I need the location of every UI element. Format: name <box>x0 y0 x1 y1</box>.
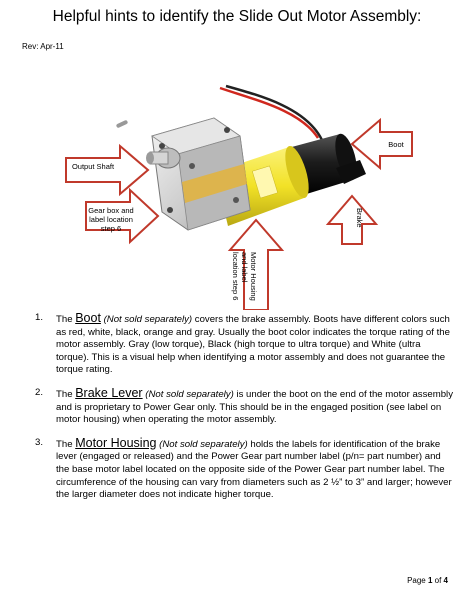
page-footer <box>407 576 448 585</box>
hint-number: 2. <box>35 386 44 398</box>
hint-term-motor-housing: Motor Housing <box>75 435 157 450</box>
revision-date: Rev: Apr-11 <box>22 42 64 51</box>
output-shaft-label: Output Shaft <box>71 162 115 171</box>
motor-assembly-figure <box>0 60 474 310</box>
hint-body: holds the labels for identification of the brake lever (engaged or released) and the Power Gear part number label (p/n= part number) and the base motor label located on the opposite side of the Power Gear part number label. The circumference of the housing can vary from diameters such as 2 ½” to 3” and larger; however the larger diameter does not indicate higher torque. <box>56 438 452 501</box>
hint-body: is under the boot on the end of the motor assembly and is proprietary to Power Gear only. This should be in the engaged position (see label on motor housing) when operating the motor assembly. <box>56 388 453 426</box>
brake-arrow <box>328 196 376 244</box>
hints-list <box>35 312 455 512</box>
gearbox-shape <box>152 118 250 230</box>
page-title: Helpful hints to identify the Slide Out Motor Assembly: <box>52 8 422 25</box>
of-word: of <box>432 576 444 585</box>
hint-item-boot <box>35 312 455 377</box>
page-word: Page <box>407 576 428 585</box>
hint-prefix: The <box>56 314 76 325</box>
page-number: 1 <box>427 576 433 585</box>
hint-note: (Not sold separately) <box>103 314 193 325</box>
hint-item-brake-lever <box>35 387 455 427</box>
boot-label: Boot <box>388 140 404 149</box>
page-total: 4 <box>443 576 448 585</box>
hint-number: 1. <box>35 312 44 323</box>
brake-label: Brake <box>355 208 364 228</box>
hint-item-motor-housing <box>35 437 455 502</box>
hint-note: (Not sold separately) <box>145 388 234 400</box>
hint-prefix: The <box>56 438 76 450</box>
hint-term-boot: Boot <box>75 311 101 325</box>
hint-body: covers the brake assembly. Boots have different colors such as red, white, black, orange and gray. Usually the boot color indicates the torque rating of the motor assembly. Gray (low torque), Black (high torque to ultra torque) and White (ultra torque). This is a visual help when identifying a motor assembly and does not guarantee the torque rating. <box>56 314 450 376</box>
red-wire <box>220 88 318 138</box>
motor-housing-label: Motor Housing and label location step 6 <box>231 252 258 301</box>
hint-note: (Not sold separately) <box>159 438 248 450</box>
gearbox-label: Gear box and label location step 6 <box>88 206 134 233</box>
hint-number: 3. <box>35 436 44 448</box>
hint-term-brake-lever: Brake Lever <box>75 385 143 400</box>
hint-prefix: The <box>56 388 76 400</box>
